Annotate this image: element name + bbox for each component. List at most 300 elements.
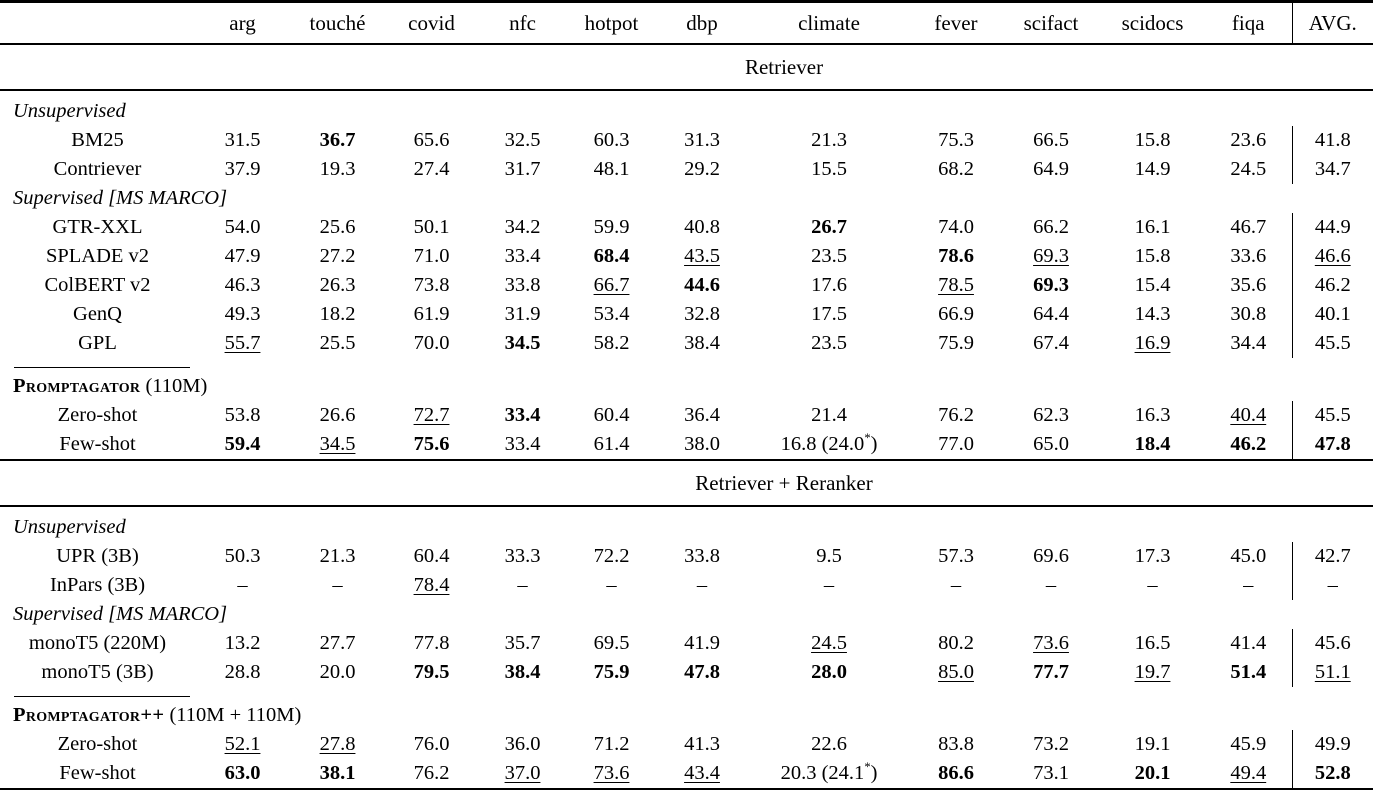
table-row [0,430,1373,460]
value-cell [385,759,478,790]
value-cell [910,155,1002,184]
group-divider-rule [14,367,190,368]
group-label-row [0,701,1373,730]
cell-value: 66.5 [1033,129,1069,151]
value-cell [567,571,656,600]
cell-value: – [1243,574,1254,596]
cell-value: 47.8 [684,661,720,683]
value-cell [910,329,1002,358]
value-cell [567,759,656,790]
group-label-suffix: (110M) [140,375,208,397]
value-cell [1100,329,1205,358]
value-cell [567,430,656,460]
group-rule-row [0,358,1373,372]
value-cell [1205,213,1292,242]
value-cell [567,329,656,358]
cell-value: 60.3 [593,129,630,151]
value-cell [656,730,748,759]
value-cell [748,401,910,430]
cell-value: 40.1 [1314,303,1351,325]
cell-value: 17.5 [811,303,847,325]
avg-value-cell [1292,730,1373,759]
cell-value: 31.9 [504,303,541,325]
cell-value: 43.5 [684,245,720,267]
cell-value: 86.6 [938,762,974,784]
cell-value: 33.4 [504,433,541,455]
value-cell [195,730,290,759]
value-cell [1205,629,1292,658]
cell-value: 58.2 [593,332,630,354]
value-cell [748,242,910,271]
value-cell [195,213,290,242]
value-cell [385,329,478,358]
avg-value-cell [1292,430,1373,460]
value-cell [1002,401,1100,430]
cell-value: 45.0 [1230,545,1267,567]
value-cell [385,126,478,155]
value-cell [567,155,656,184]
cell-value: 74.0 [938,216,974,238]
group-label: Promptagator++ [13,704,165,726]
cell-value: 33.8 [504,274,541,296]
value-cell [195,126,290,155]
cell-value: 40.8 [684,216,720,238]
cell-value: 16.3 [1134,404,1171,426]
cell-value: 30.8 [1230,303,1267,325]
cell-value: 14.3 [1134,303,1171,325]
cell-value: 80.2 [938,632,974,654]
value-cell [656,430,748,460]
cell-value: 71.2 [593,733,630,755]
cell-value: 64.4 [1033,303,1069,325]
cell-value: 46.2 [1230,433,1267,455]
cell-value: 27.8 [319,733,356,755]
value-cell [195,542,290,571]
cell-value: 69.3 [1033,245,1069,267]
value-cell [290,430,385,460]
value-cell [748,542,910,571]
table-row [0,155,1373,184]
cell-value: 34.2 [504,216,541,238]
value-cell [1100,730,1205,759]
value-cell [478,571,567,600]
cell-value: 33.8 [684,545,720,567]
value-cell [567,271,656,300]
value-cell [1100,542,1205,571]
cell-value: 36.0 [504,733,541,755]
value-cell [290,271,385,300]
value-cell [1205,759,1292,790]
cell-value: 32.8 [684,303,720,325]
cell-value: 17.6 [811,274,847,296]
cell-value: 52.1 [224,733,261,755]
section-band-label: Retriever [744,54,824,79]
cell-value: 18.2 [319,303,356,325]
cell-value: 76.2 [938,404,974,426]
cell-value: 46.6 [1314,245,1351,267]
value-cell [478,730,567,759]
row-label: GTR-XXL [52,216,143,238]
value-cell [748,126,910,155]
value-cell [910,658,1002,687]
value-cell [478,542,567,571]
cell-value: – [1327,574,1338,596]
value-cell [290,329,385,358]
avg-value-cell [1292,401,1373,430]
cell-value: 9.5 [816,545,842,567]
value-cell [1205,329,1292,358]
cell-value: 31.3 [684,129,720,151]
cell-value: 73.2 [1033,733,1069,755]
cell-value: 41.3 [684,733,720,755]
value-cell [567,730,656,759]
cell-value: 21.3 [319,545,356,567]
value-cell [1205,430,1292,460]
cell-value: 49.9 [1314,733,1351,755]
value-cell [910,213,1002,242]
cell-value: 79.5 [413,661,450,683]
value-cell [385,730,478,759]
cell-value: 16.5 [1134,632,1171,654]
value-cell [1205,155,1292,184]
value-cell [1002,571,1100,600]
cell-value: 61.4 [593,433,630,455]
value-cell [290,126,385,155]
value-cell [1100,571,1205,600]
value-cell [478,271,567,300]
value-cell [1100,155,1205,184]
avg-value-cell [1292,329,1373,358]
group-label-row [0,90,1373,126]
cell-value: 41.9 [684,632,720,654]
cell-value: 15.8 [1134,245,1171,267]
group-label: Promptagator [13,375,141,397]
cell-value: 75.3 [938,129,974,151]
cell-value: 45.5 [1314,404,1351,426]
value-cell [1002,629,1100,658]
value-cell [385,300,478,329]
value-cell [656,300,748,329]
value-cell [1100,126,1205,155]
value-cell [910,571,1002,600]
value-cell [478,155,567,184]
group-label-row [0,506,1373,542]
cell-value: 75.9 [593,661,630,683]
cell-value: 41.4 [1230,632,1267,654]
column-header: climate [798,10,860,35]
cell-value: 50.3 [224,545,261,567]
value-cell [290,213,385,242]
cell-value: 47.8 [1314,433,1351,455]
cell-value: 33.4 [504,404,541,426]
group-label: Unsupervised [13,100,126,122]
cell-value: 19.1 [1134,733,1171,755]
value-cell [290,730,385,759]
value-cell [478,242,567,271]
value-cell [748,430,910,460]
avg-value-cell [1292,213,1373,242]
cell-value: 34.7 [1314,158,1351,180]
avg-value-cell [1292,542,1373,571]
value-cell [910,300,1002,329]
value-cell [1002,658,1100,687]
value-cell [1002,242,1100,271]
cell-value: 26.6 [319,404,356,426]
value-cell [567,542,656,571]
group-divider-rule [14,696,190,697]
value-cell [910,759,1002,790]
value-cell [656,213,748,242]
cell-value: 21.3 [811,129,847,151]
value-cell [478,126,567,155]
group-label: Unsupervised [13,516,126,538]
table-row [0,542,1373,571]
avg-value-cell [1292,300,1373,329]
value-cell [748,629,910,658]
cell-value: 68.2 [938,158,974,180]
value-cell [656,242,748,271]
cell-value: 46.3 [224,274,261,296]
cell-value: – [1147,574,1158,596]
cell-value: 26.3 [319,274,356,296]
cell-value: 77.7 [1033,661,1069,683]
cell-value: – [1045,574,1057,596]
value-cell [656,629,748,658]
value-cell [1002,759,1100,790]
cell-value: 45.6 [1314,632,1351,654]
cell-value: 23.5 [811,245,847,267]
cell-value: 83.8 [938,733,974,755]
value-cell [290,542,385,571]
cell-value: 23.6 [1230,129,1267,151]
cell-value: 16.1 [1134,216,1171,238]
cell-value: 15.5 [811,158,847,180]
value-cell [1002,213,1100,242]
value-cell [1205,242,1292,271]
row-label: ColBERT v2 [44,274,151,296]
column-header: scifact [1023,10,1079,35]
cell-value: 44.6 [684,274,720,296]
cell-value: 38.4 [504,661,541,683]
column-header: AVG. [1292,2,1373,45]
cell-value: 31.5 [224,129,261,151]
cell-value: 19.3 [319,158,356,180]
cell-value: 26.7 [811,216,847,238]
value-cell [385,629,478,658]
value-cell [1100,658,1205,687]
cell-value: 29.2 [684,158,720,180]
value-cell [478,401,567,430]
avg-value-cell [1292,658,1373,687]
cell-value: 36.4 [684,404,720,426]
cell-value: 42.7 [1314,545,1351,567]
cell-value: – [950,574,962,596]
row-label: InPars (3B) [49,574,146,596]
cell-value: 28.8 [224,661,261,683]
cell-value: 63.0 [224,762,261,784]
cell-value: 13.2 [224,632,261,654]
cell-value: – [696,574,708,596]
row-label: UPR (3B) [56,545,139,567]
cell-value: 51.4 [1230,661,1267,683]
cell-value: 37.0 [504,762,541,784]
column-header: covid [408,10,455,35]
row-label: Zero-shot [57,404,138,426]
cell-value: 34.4 [1230,332,1267,354]
table-row [0,242,1373,271]
cell-value: 51.1 [1314,661,1351,683]
cell-value: 53.8 [224,404,261,426]
row-label: GenQ [73,303,122,325]
row-label: Few-shot [59,762,136,784]
cell-value: 77.0 [938,433,974,455]
value-cell [385,658,478,687]
cell-value: 60.4 [593,404,630,426]
group-label: Supervised [MS MARCO] [13,603,228,625]
cell-value: 72.7 [413,404,450,426]
table-row [0,300,1373,329]
column-header: arg [229,10,256,35]
value-cell [910,730,1002,759]
group-label-suffix: (110M + 110M) [164,704,302,726]
value-cell [1100,401,1205,430]
cell-value: 34.5 [319,433,356,455]
value-cell [748,300,910,329]
group-label-cell [0,600,1373,629]
cell-value: 46.2 [1314,274,1351,296]
group-label-cell [0,701,1373,730]
cell-value: 28.0 [811,661,847,683]
value-cell [195,430,290,460]
value-cell [385,401,478,430]
cell-value: 36.7 [319,129,356,151]
column-header: fever [934,10,978,35]
value-cell [1002,329,1100,358]
column-header: scidocs [1121,10,1184,35]
value-cell [1002,730,1100,759]
avg-value-cell [1292,126,1373,155]
cell-value: 45.5 [1314,332,1351,354]
cell-value: 78.6 [938,245,974,267]
value-cell [1205,730,1292,759]
avg-value-cell [1292,155,1373,184]
cell-value: 71.0 [413,245,450,267]
value-cell [1100,213,1205,242]
value-cell [910,401,1002,430]
value-cell [385,155,478,184]
avg-value-cell [1292,571,1373,600]
row-label: Contriever [53,158,142,180]
row-label: monoT5 (220M) [28,632,167,654]
value-cell [1205,658,1292,687]
value-cell [478,759,567,790]
value-cell [748,730,910,759]
cell-value: 55.7 [224,332,261,354]
value-cell [1002,430,1100,460]
cell-value: 47.9 [224,245,261,267]
value-cell [290,242,385,271]
asterisk-superscript: * [864,431,871,446]
value-cell [910,242,1002,271]
band-spacer-cell [0,460,195,506]
cell-value: 72.2 [593,545,630,567]
cell-value: 53.4 [593,303,630,325]
cell-value: 46.7 [1230,216,1267,238]
cell-value: 20.0 [319,661,356,683]
cell-value: 27.4 [413,158,450,180]
group-label: Supervised [MS MARCO] [13,187,228,209]
cell-value: 25.5 [319,332,356,354]
cell-value: 75.9 [938,332,974,354]
cell-value: – [237,574,248,596]
cell-value: 76.0 [413,733,450,755]
cell-value: 35.7 [504,632,541,654]
band-spacer-cell [0,44,195,90]
group-rule-cell [0,358,1373,372]
cell-value: 34.5 [504,332,541,354]
value-cell [195,571,290,600]
value-cell [656,401,748,430]
cell-value: 33.4 [504,245,541,267]
cell-value: 27.7 [319,632,356,654]
value-cell [385,242,478,271]
cell-value: 43.4 [684,762,720,784]
value-cell [290,658,385,687]
value-cell [656,126,748,155]
value-cell [567,213,656,242]
value-cell [910,271,1002,300]
cell-value: 73.8 [413,274,450,296]
cell-value: 77.8 [413,632,450,654]
avg-value-cell [1292,242,1373,271]
table-row [0,629,1373,658]
value-cell [195,300,290,329]
cell-value: 69.6 [1033,545,1069,567]
value-cell [385,213,478,242]
cell-value: 14.9 [1134,158,1171,180]
value-cell [567,242,656,271]
table-row [0,730,1373,759]
cell-value: 27.2 [319,245,356,267]
row-label: GPL [78,332,117,354]
row-label: SPLADE v2 [45,245,150,267]
cell-value: 20.3 (24.1*) [780,760,878,784]
cell-value: 85.0 [938,661,974,683]
value-cell [910,430,1002,460]
cell-value: 24.5 [811,632,847,654]
cell-value: 61.9 [413,303,450,325]
table-row [0,329,1373,358]
value-cell [195,329,290,358]
value-cell [1100,759,1205,790]
cell-value: 18.4 [1134,433,1171,455]
cell-value: – [606,574,617,596]
value-cell [656,759,748,790]
value-cell [1002,155,1100,184]
value-cell [385,271,478,300]
section-band-row [0,44,1373,90]
value-cell [567,401,656,430]
row-label: monoT5 (3B) [41,661,154,683]
value-cell [385,571,478,600]
cell-value: 73.6 [1033,632,1069,654]
cell-value: 65.0 [1033,433,1069,455]
table-row [0,213,1373,242]
table-row [0,759,1373,790]
value-cell [567,629,656,658]
cell-value: – [823,574,835,596]
group-label-cell [0,506,1373,542]
